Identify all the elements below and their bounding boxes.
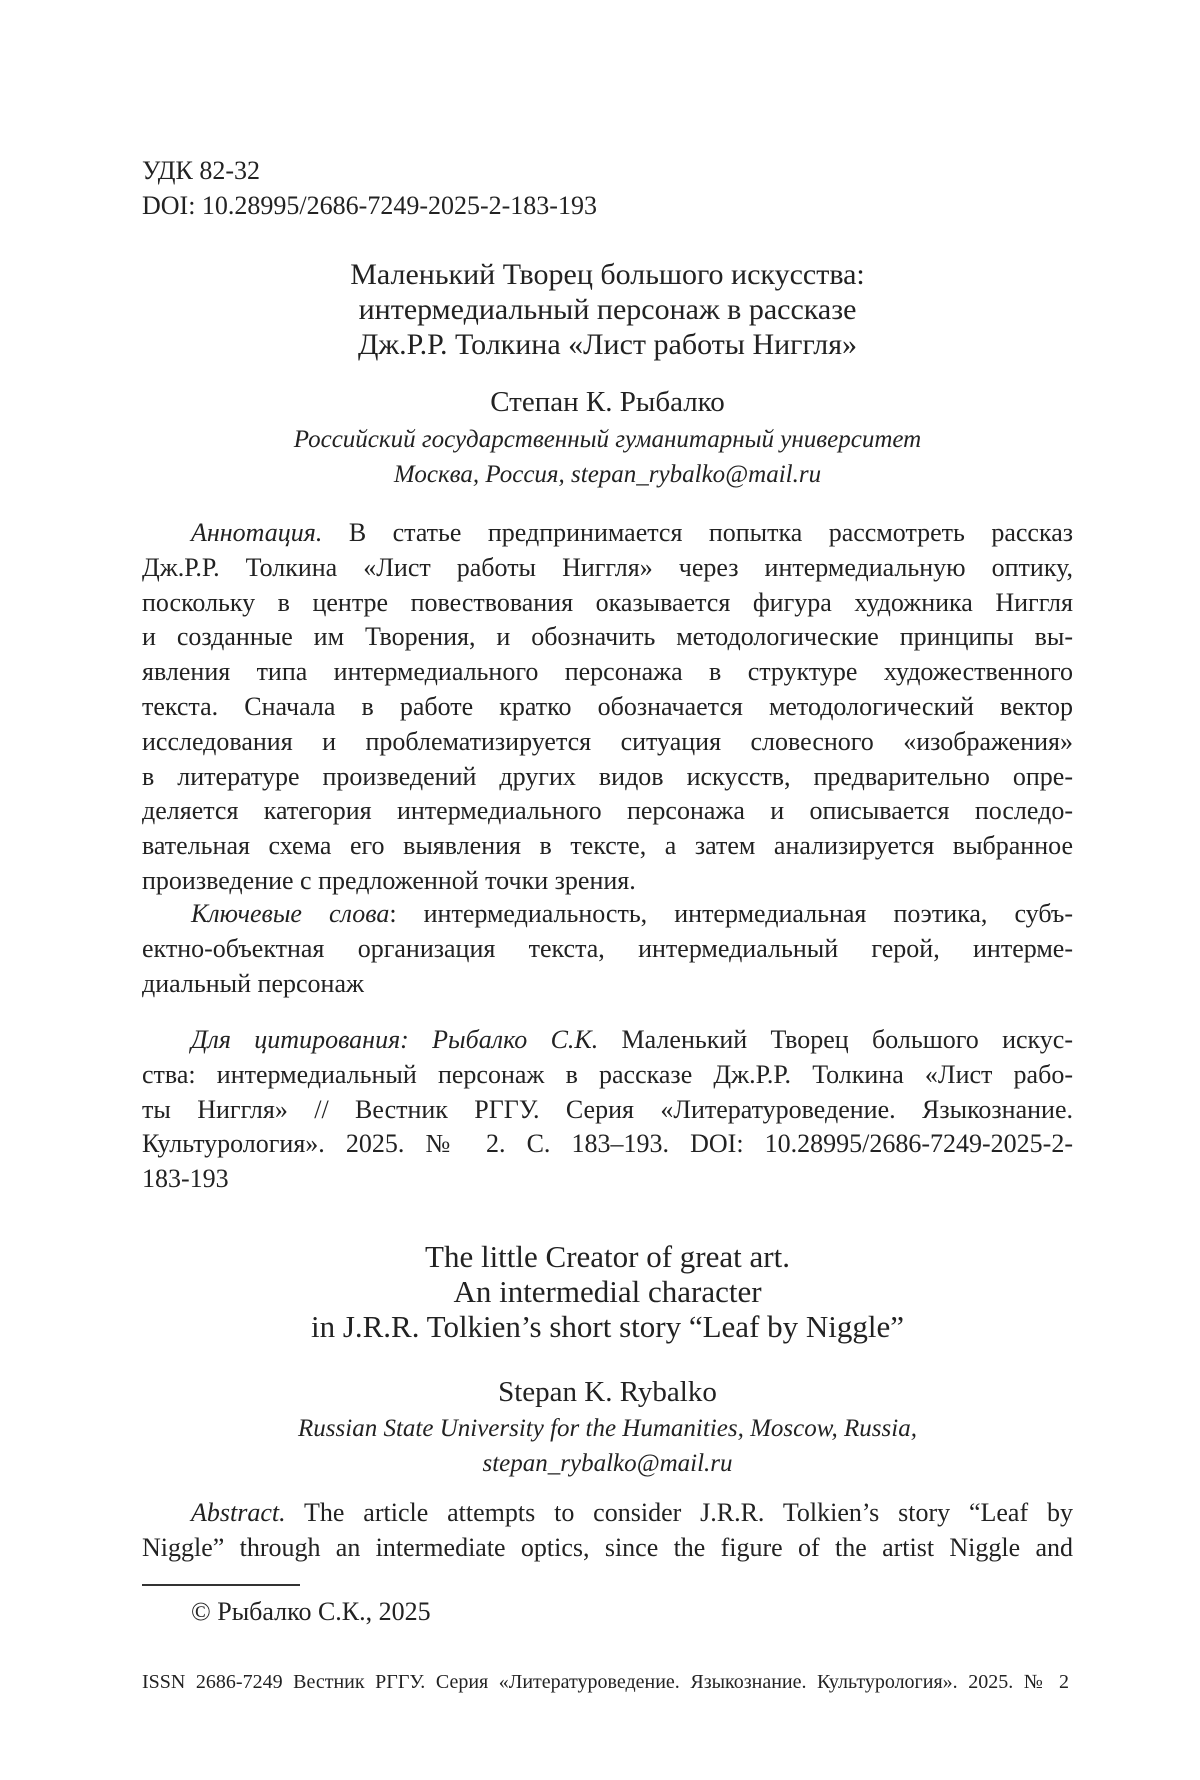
ru-keywords xyxy=(142,897,1073,1001)
annotation-line: деляется категория интермедиального персонажа и описывается последо- xyxy=(142,796,1073,826)
abstract-label: Abstract. xyxy=(191,1498,286,1527)
annotation-line: произведение с предложенной точки зрения. xyxy=(142,865,636,895)
annotation-line: Аннотация. В статье предпринимается попытка рассмотреть рассказ xyxy=(191,518,1073,547)
annotation-line: текста. Сначала в работе кратко обозначается методологический вектор xyxy=(142,691,1073,721)
citation-line: Культурология». 2025. № 2. С. 183–193. DOI: 10.28995/2686-7249-2025-2- xyxy=(142,1129,1073,1159)
en-title-line: The little Creator of great art. xyxy=(425,1239,790,1274)
abstract-line: Niggle” through an intermediate optics, since the figure of the artist Niggle and xyxy=(142,1532,1073,1562)
citation-line: Для цитирования: Рыбалко С.К. Маленький Творец большого искус- xyxy=(191,1025,1073,1054)
ru-affiliation xyxy=(142,423,1073,493)
citation-author: Рыбалко С.К. xyxy=(432,1025,599,1054)
keywords-line: диальный персонаж xyxy=(142,968,364,998)
running-footer: ISSN 2686-7249 Вестник РГГУ. Серия «Литературоведение. Языкознание. Культурология». 2025. № 2 xyxy=(142,1671,1069,1693)
keywords-line: Ключевые слова: интермедиальность, интермедиальная поэтика, субъ- xyxy=(191,899,1073,928)
article-header xyxy=(142,154,1073,224)
keywords-line: ектно-объектная организация текста, интермедиальный герой, интерме- xyxy=(142,933,1073,963)
annotation-line: поскольку в центре повествования оказывается фигура художника Ниггля xyxy=(142,587,1073,617)
ru-title xyxy=(142,257,1073,361)
affiliation-line: stepan_rybalko@mail.ru xyxy=(482,1449,733,1477)
citation-line: 183-193 xyxy=(142,1164,229,1194)
udc-code: УДК 82-32 xyxy=(142,156,261,185)
ru-annotation xyxy=(142,516,1073,899)
citation-label: Для цитирования xyxy=(191,1025,401,1054)
footnote-rule xyxy=(142,1584,300,1586)
en-author: Stepan K. Rybalko xyxy=(498,1376,717,1408)
annotation-line: в литературе произведений других видов искусств, предварительно опре- xyxy=(142,761,1073,791)
annotation-line: Дж.Р.Р. Толкина «Лист работы Ниггля» через интермедиальную оптику, xyxy=(142,552,1073,582)
keywords-label: Ключевые слова xyxy=(191,899,390,928)
ru-citation xyxy=(142,1023,1073,1197)
ru-author: Степан К. Рыбалко xyxy=(490,386,725,418)
affiliation-line: Российский государственный гуманитарный университет xyxy=(293,426,922,453)
annotation-line: явления типа интермедиального персонажа в структуре художественного xyxy=(142,657,1073,687)
ru-title-line: Дж.Р.Р. Толкина «Лист работы Ниггля» xyxy=(357,327,858,361)
abstract-line: Abstract. The article attempts to consider J.R.R. Tolkien’s story “Leaf by xyxy=(191,1498,1073,1527)
annotation-line: и созданные им Творения, и обозначить методологические принципы вы- xyxy=(142,622,1073,652)
ru-title-line: Маленький Творец большого искусства: xyxy=(350,258,865,291)
annotation-label: Аннотация. xyxy=(191,518,323,547)
en-title-line: in J.R.R. Tolkien’s short story “Leaf by Niggle” xyxy=(310,1308,905,1344)
en-abstract xyxy=(142,1496,1073,1566)
en-title xyxy=(142,1237,1073,1344)
affiliation-line: Russian State University for the Humanities, Moscow, Russia, xyxy=(298,1415,917,1442)
copyright-footnote: © Рыбалко С.К., 2025 xyxy=(191,1597,431,1626)
citation-line: ты Ниггля» // Вестник РГГУ. Серия «Литературоведение. Языкознание. xyxy=(142,1094,1073,1124)
annotation-line: исследования и проблематизируется ситуация словесного «изображения» xyxy=(142,726,1073,756)
doi: DOI: 10.28995/2686-7249-2025-2-183-193 xyxy=(142,190,597,220)
ru-title-line: интермедиальный персонаж в рассказе xyxy=(358,292,857,326)
affiliation-line: Москва, Россия, stepan_rybalko@mail.ru xyxy=(393,460,822,488)
annotation-line: вательная схема его выявления в тексте, а затем анализируется выбранное xyxy=(142,831,1073,861)
citation-line: ства: интермедиальный персонаж в рассказе Дж.Р.Р. Толкина «Лист рабо- xyxy=(142,1059,1073,1089)
en-affiliation xyxy=(142,1412,1073,1482)
en-title-line: An intermedial character xyxy=(453,1273,762,1309)
